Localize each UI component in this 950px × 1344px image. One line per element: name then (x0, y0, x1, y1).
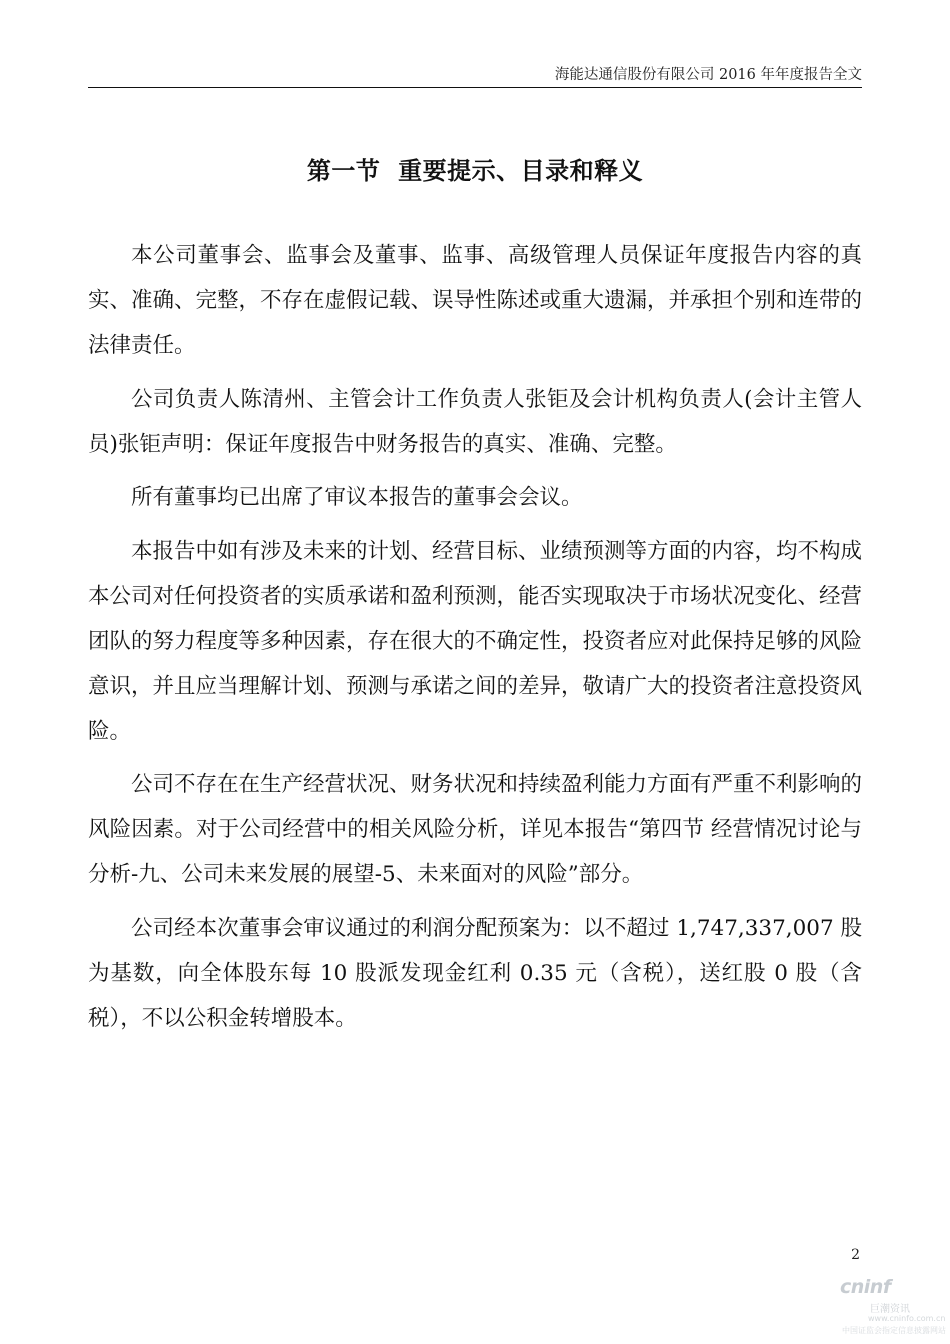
body-text (88, 233, 862, 1049)
watermark-line: 中国证监会指定信息披露网站 (842, 1326, 946, 1335)
paragraph-risk-factors: 公司不存在在生产经营状况、财务状况和持续盈利能力方面有严重不利影响的风险因素。对于公司经营中的相关风险分析，详见本报告“第四节 经营情况讨论与分析-九、公司未来发展的展望-5、未来面对的风险”部分。 (88, 772, 863, 887)
watermark-sub: 巨潮资讯 (870, 1304, 910, 1315)
section-title: 第一节 重要提示、目录和释义 (306, 156, 644, 185)
paragraph-forward-looking: 本报告中如有涉及未来的计划、经营目标、业绩预测等方面的内容，均不构成本公司对任何投资者的实质承诺和盈利预测，能否实现取决于市场状况变化、经营团队的努力程度等多种因素，存在很大的不确定性，投资者应对此保持足够的风险意识，并且应当理解计划、预测与承诺之间的差异，敬请广大的投资者注意投资风险。 (88, 538, 863, 744)
paragraph-attendance: 所有董事均已出席了审议本报告的董事会会议。 (131, 485, 583, 510)
watermark-brand: cninf (840, 1276, 891, 1298)
header-divider (88, 87, 862, 88)
paragraph-board-guarantee: 本公司董事会、监事会及董事、监事、高级管理人员保证年度报告内容的真实、准确、完整，不存在虚假记载、误导性陈述或重大遗漏，并承担个别和连带的法律责任。 (88, 243, 863, 358)
watermark-url: www.cninfo.com.cn (868, 1314, 946, 1323)
running-header: 海能达通信股份有限公司 2016 年年度报告全文 (554, 67, 862, 83)
cninfo-watermark-logo (828, 1276, 946, 1336)
paragraph-responsible-persons: 公司负责人陈清州、主管会计工作负责人张钜及会计机构负责人(会计主管人员)张钜声明：保证年度报告中财务报告的真实、准确、完整。 (88, 386, 862, 457)
paragraph-profit-distribution: 公司经本次董事会审议通过的利润分配预案为：以不超过 1,747,337,007 股为基数，向全体股东每 10 股派发现金红利 0.35 元（含税），送红股 0 股（含税），不以公积金转增股本。 (88, 915, 862, 1031)
page-number: 2 (851, 1247, 860, 1263)
